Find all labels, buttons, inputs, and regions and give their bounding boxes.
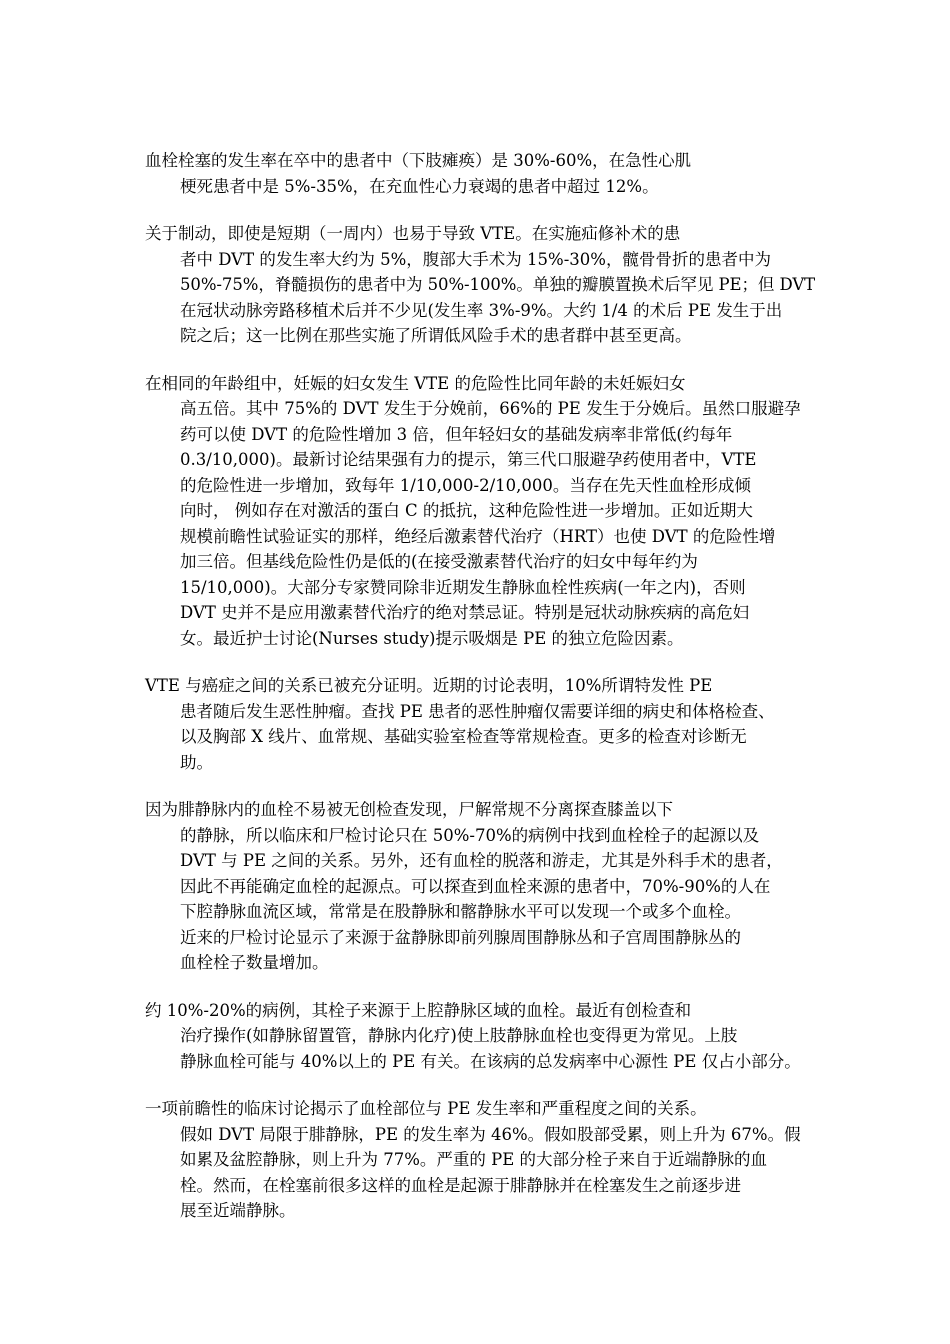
text-line: 女。最近护士讨论(Nurses study)提示吸烟是 PE 的独立危险因素。 xyxy=(180,628,684,648)
text-line: 下腔静脉血流区域，常常是在股静脉和髂静脉水平可以发现一个或多个血栓。 xyxy=(180,902,741,921)
text-line: 近来的尸检讨论显示了来源于盆静脉即前列腺周围静脉丛和子宫周围静脉丛的 xyxy=(180,927,741,947)
text-line: 规模前瞻性试验证实的那样，绝经后激素替代治疗（HRT）也使 DVT 的危险性增 xyxy=(180,526,776,546)
text-line: DVT 史并不是应用激素替代治疗的绝对禁忌证。特别是冠状动脉疾病的高危妇 xyxy=(180,603,750,622)
text-line: 在冠状动脉旁路移植术后并不少见(发生率 3%-9%。大约 1/4 的术后 PE 发生于出 xyxy=(180,300,783,320)
text-line: 高五倍。其中 75%的 DVT 发生于分娩前，66%的 PE 发生于分娩后。虽然口服避孕 xyxy=(180,399,801,418)
paragraph-pregnancy-hormones xyxy=(145,371,815,652)
text-line: 加三倍。但基线危险性仍是低的(在接受激素替代治疗的妇女中每年约为 xyxy=(180,552,698,571)
text-line: 以及胸部 X 线片、血常规、基础实验室检查等常规检查。更多的检查对诊断无 xyxy=(180,727,747,746)
text-line: 展至近端静脉。 xyxy=(180,1201,296,1220)
text-line: 栓。然而，在栓塞前很多这样的血栓是起源于腓静脉并在栓塞发生之前逐步进 xyxy=(180,1175,741,1195)
text-line: 梗死患者中是 5%-35%，在充血性心力衰竭的患者中超过 12%。 xyxy=(180,176,659,196)
text-line: 假如 DVT 局限于腓静脉，PE 的发生率为 46%。假如股部受累，则上升为 67%。假 xyxy=(180,1124,801,1144)
text-line: 血栓栓子数量增加。 xyxy=(180,953,329,972)
text-line: 0.3/10,000)。最新讨论结果强有力的提示，第三代口服避孕药使用者中，VTE xyxy=(180,450,757,469)
paragraph-immobilization xyxy=(145,221,815,349)
text-line: 一项前瞻性的临床讨论揭示了血栓部位与 PE 发生率和严重程度之间的关系。 xyxy=(145,1099,707,1118)
text-line: 患者随后发生恶性肿瘤。查找 PE 患者的恶性肿瘤仅需要详细的病史和体格检查、 xyxy=(180,701,775,721)
text-line: 者中 DVT 的发生率大约为 5%，腹部大手术为 15%-30%，髋骨骨折的患者中为 xyxy=(180,249,771,269)
document-body xyxy=(145,148,815,1246)
text-line: 约 10%-20%的病例，其栓子来源于上腔静脉区域的血栓。最近有创检查和 xyxy=(145,1000,692,1020)
text-line: 院之后；这一比例在那些实施了所谓低风险手术的患者群中甚至更高。 xyxy=(180,326,692,345)
paragraph-cancer xyxy=(145,673,815,775)
text-line: 在相同的年龄组中，妊娠的妇女发生 VTE 的危险性比同年龄的未妊娠妇女 xyxy=(145,373,686,393)
paragraph-thrombus-location xyxy=(145,1096,815,1224)
text-line: 15/10,000)。大部分专家赞同除非近期发生静脉血栓性疾病(一年之内)，否则 xyxy=(180,577,746,597)
text-line: 因此不再能确定血栓的起源点。可以探查到血栓来源的患者中，70%-90%的人在 xyxy=(180,876,771,896)
text-line: 静脉血栓可能与 40%以上的 PE 有关。在该病的总发病率中心源性 PE 仅占小部分。 xyxy=(180,1051,801,1071)
text-line: VTE 与癌症之间的关系已被充分证明。近期的讨论表明，10%所谓特发性 PE xyxy=(145,676,713,695)
text-line: 药可以使 DVT 的危险性增加 3 倍，但年轻妇女的基础发病率非常低(约每年 xyxy=(180,424,733,444)
text-line: DVT 与 PE 之间的关系。另外，还有血栓的脱落和游走，尤其是外科手术的患者， xyxy=(180,851,783,870)
text-line: 关于制动，即使是短期（一周内）也易于导致 VTE。在实施疝修补术的患 xyxy=(145,224,681,243)
text-line: 50%-75%，脊髓损伤的患者中为 50%-100%。单独的瓣膜置换术后罕见 PE；但 DVT xyxy=(180,275,816,294)
text-line: 血栓栓塞的发生率在卒中的患者中（下肢瘫痪）是 30%-60%，在急性心肌 xyxy=(145,151,692,170)
paragraph-upper-extremity xyxy=(145,998,815,1075)
text-line: 向时， 例如存在对激活的蛋白 C 的抵抗，这种危险性进一步增加。正如近期大 xyxy=(180,501,753,520)
paragraph-stroke-incidence xyxy=(145,148,815,199)
text-line: 如累及盆腔静脉，则上升为 77%。严重的 PE 的大部分栓子来自于近端静脉的血 xyxy=(180,1150,768,1169)
text-line: 助。 xyxy=(180,752,213,772)
paragraph-thrombus-origin xyxy=(145,797,815,976)
text-line: 治疗操作(如静脉留置管，静脉内化疗)使上肢静脉血栓也变得更为常见。上肢 xyxy=(180,1026,738,1045)
text-line: 的危险性进一步增加，致每年 1/10,000-2/10,000。当存在先天性血栓形成倾 xyxy=(180,475,751,495)
text-line: 因为腓静脉内的血栓不易被无创检查发现，尸解常规不分离探查膝盖以下 xyxy=(145,800,673,819)
text-line: 的静脉，所以临床和尸检讨论只在 50%-70%的病例中找到血栓栓子的起源以及 xyxy=(180,825,760,845)
